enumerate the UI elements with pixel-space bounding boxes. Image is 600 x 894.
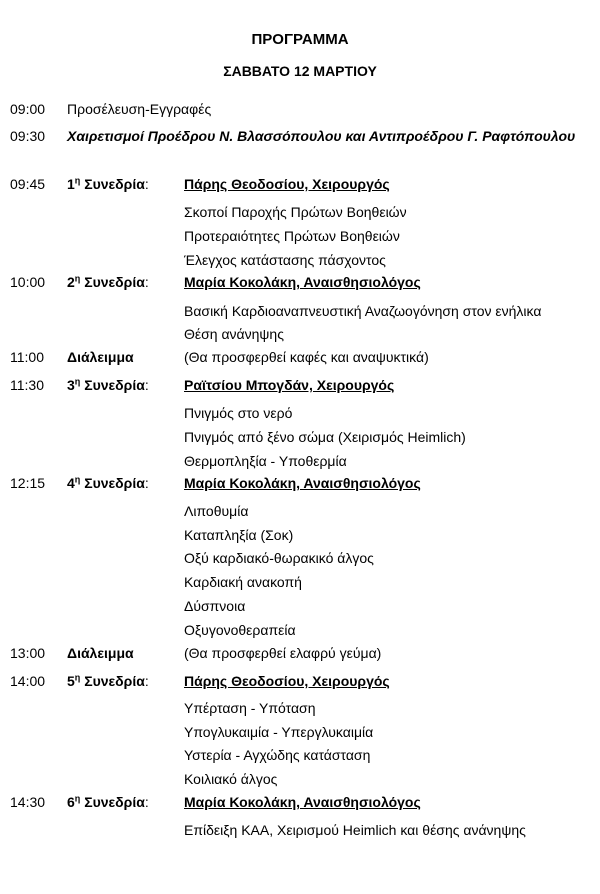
session-topic: Επίδειξη ΚΑΑ, Χειρισμού Heimlich και θέσης ανάνηψης: [184, 822, 526, 838]
time-label: 09:30: [10, 128, 46, 144]
session-topic: Καταπληξία (Σοκ): [184, 527, 294, 543]
time-label: 13:00: [10, 645, 46, 661]
session-topic: Πνιγμός από ξένο σώμα (Χειρισμός Heimlich): [184, 429, 466, 445]
session-topic: Σκοποί Παροχής Πρώτων Βοηθειών: [184, 204, 407, 220]
break-label: Διάλειμμα: [67, 349, 134, 365]
time-label: 11:30: [10, 377, 44, 393]
session-topic: Υπέρταση - Υπόταση: [184, 700, 316, 716]
time-label: 11:00: [10, 349, 44, 365]
session-speaker: Μαρία Κοκολάκη, Αναισθησιολόγος: [184, 274, 421, 290]
session-topic: Βασική Καρδιοαναπνευστική Αναζωογόνηση στον ενήλικα: [184, 303, 542, 319]
time-label: 14:30: [10, 794, 46, 810]
session-topic: Κοιλιακό άλγος: [184, 771, 278, 787]
session-speaker: Ραϊτσίου Μπογδάν, Χειρουργός: [184, 377, 395, 393]
agenda-item: Προσέλευση-Εγγραφές: [67, 101, 212, 117]
session-speaker: Μαρία Κοκολάκη, Αναισθησιολόγος: [184, 475, 421, 491]
session-label: $6^\eta$ Συνεδρία:: [67, 793, 149, 810]
session-label: $2^\eta$ Συνεδρία:: [67, 273, 149, 290]
session-label: $4^\eta$ Συνεδρία:: [67, 474, 149, 491]
session-topic: Υστερία - Αγχώδης κατάσταση: [184, 747, 371, 763]
program-title: ΠΡΟΓΡΑΜΜΑ: [251, 31, 349, 48]
session-topic: Καρδιακή ανακοπή: [184, 574, 302, 590]
session-topic: Προτεραιότητες Πρώτων Βοηθειών: [184, 228, 400, 244]
session-topic: Θέση ανάνηψης: [184, 326, 284, 342]
break-note: (Θα προσφερθεί ελαφρύ γεύμα): [184, 645, 382, 661]
session-topic: Υπογλυκαιμία - Υπεργλυκαιμία: [184, 724, 374, 740]
session-speaker: Πάρης Θεοδοσίου, Χειρουργός: [184, 176, 390, 192]
session-topic: Έλεγχος κατάστασης πάσχοντος: [184, 252, 386, 268]
time-label: 09:00: [10, 101, 46, 117]
session-topic: Οξύ καρδιακό-θωρακικό άλγος: [184, 550, 374, 566]
session-topic: Λιποθυμία: [184, 503, 249, 519]
welcome-speeches: Χαιρετισμοί Προέδρου Ν. Βλασσόπουλου και Αντιπροέδρου Γ. Ραφτόπουλου: [67, 128, 576, 144]
break-note: (Θα προσφερθεί καφές και αναψυκτικά): [184, 349, 429, 365]
time-label: 09:45: [10, 176, 46, 192]
session-label: $5^\eta$ Συνεδρία:: [67, 672, 149, 689]
session-label: $3^\eta$ Συνεδρία:: [67, 376, 149, 393]
session-topic: Πνιγμός στο νερό: [184, 405, 293, 421]
session-speaker: Μαρία Κοκολάκη, Αναισθησιολόγος: [184, 794, 421, 810]
time-label: 10:00: [10, 274, 46, 290]
session-topic: Θερμοπληξία - Υποθερμία: [184, 453, 347, 469]
program-date: ΣΑΒΒΑΤΟ 12 ΜΑΡΤΙΟΥ: [223, 63, 377, 79]
break-label: Διάλειμμα: [67, 645, 134, 661]
time-label: 14:00: [10, 673, 46, 689]
session-speaker: Πάρης Θεοδοσίου, Χειρουργός: [184, 673, 390, 689]
session-label: $1^\eta$ Συνεδρία:: [67, 175, 149, 192]
session-topic: Οξυγονοθεραπεία: [184, 622, 296, 638]
session-topic: Δύσπνοια: [184, 598, 246, 614]
time-label: 12:15: [10, 475, 46, 491]
